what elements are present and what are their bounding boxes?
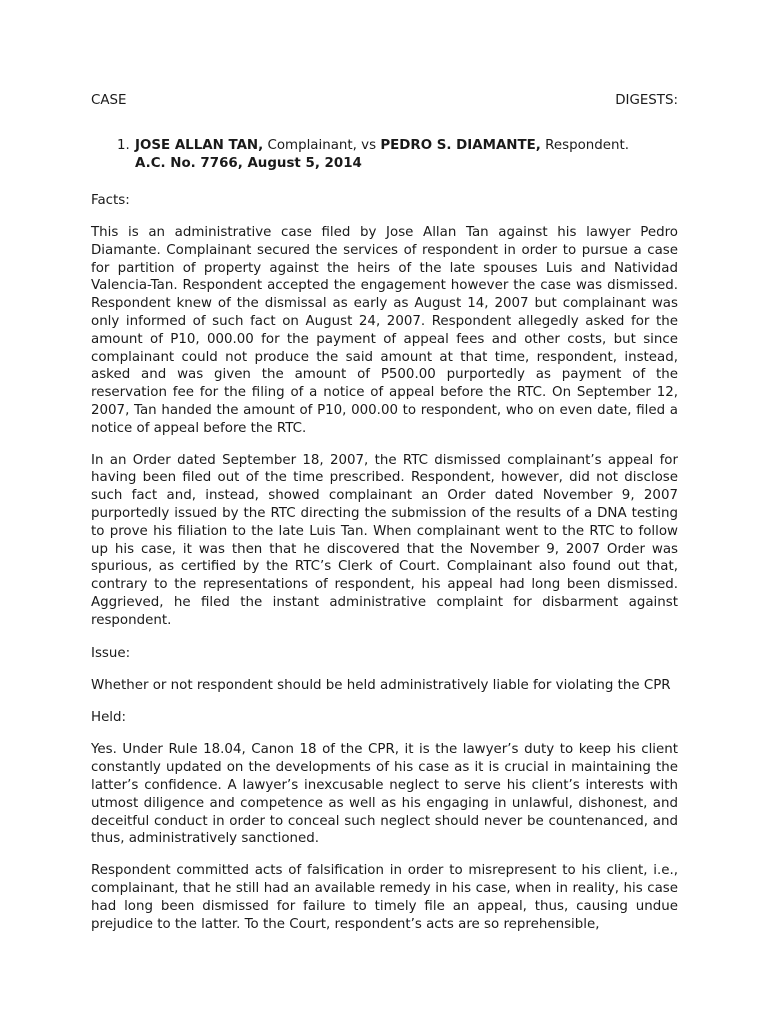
held-label: Held:: [91, 710, 127, 726]
case-citation: A.C. No. 7766, August 5, 2014: [135, 156, 362, 171]
complainant-role: Complainant, vs: [263, 138, 381, 153]
case-number: 1.: [117, 138, 130, 153]
respondent-role: Respondent.: [540, 138, 629, 153]
document-heading: [91, 91, 678, 110]
issue-text: Whether or not respondent should be held administratively liable for violating the CPR: [91, 677, 671, 693]
respondent-name: PEDRO S. DIAMANTE,: [380, 138, 541, 153]
case-entry: [91, 137, 678, 173]
issue-label: Issue:: [91, 645, 131, 661]
facts-paragraph-2: In an Order dated September 18, 2007, the RTC dismissed complainant’s appeal for having been filed out of the time prescribed. Respondent, however, did not disclose such fact and, instead, showed complainant an Order dated November 9, 2007 purportedly issued by the RTC directing the submission of the results of a DNA testing to prove his filiation to the late Luis Tan. When complainant went to the RTC to follow up his case, it was then that he discovered that the November 9, 2007 Order was spurious, as certified by the RTC’s Clerk of Court. Complainant also found out that, contrary to the representations of respondent, his appeal had long been dismissed. Aggrieved, he filed the instant administrative complaint for disbarment against respondent.: [91, 452, 678, 628]
complainant-name: JOSE ALLAN TAN,: [135, 138, 264, 153]
heading-digests: DIGESTS:: [615, 93, 678, 108]
case-caption: [135, 137, 629, 173]
held-paragraph-2: Respondent committed acts of falsification in order to misrepresent to his client, i.e., complainant, that he still had an available remedy in his case, when in reality, his case had long been dismissed for failure to timely file an appeal, thus, causing undue prejudice to the latter. To the Court, respondent’s acts are so reprehensible,: [91, 863, 678, 932]
held-paragraph-1: Yes. Under Rule 18.04, Canon 18 of the CPR, it is the lawyer’s duty to keep his client constantly updated on the developments of his case as it is crucial in maintaining the latter’s confidence. A lawyer’s inexcusable neglect to serve his client’s interests with utmost diligence and competence as well as his engaging in unlawful, dishonest, and deceitful conduct in order to conceal such neglect should never be countenanced, and thus, administratively sanctioned.: [91, 742, 678, 847]
facts-paragraph-1: This is an administrative case filed by Jose Allan Tan against his lawyer Pedro Diamante. Complainant secured the services of respondent in order to pursue a case for partition of property against the heirs of the late spouses Luis and Natividad Valencia-Tan. Respondent accepted the engagement however the case was dismissed. Respondent knew of the dismissal as early as August 14, 2007 but complainant was only informed of such fact on August 24, 2007. Respondent allegedly asked for the amount of P10, 000.00 for the payment of appeal fees and other costs, but since complainant could not produce the said amount at that time, respondent, instead, asked and was given the amount of P500.00 purportedly as payment of the reservation fee for the filing of a notice of appeal before the RTC. On September 12, 2007, Tan handed the amount of P10, 000.00 to respondent, who on even date, filed a notice of appeal before the RTC.: [91, 225, 678, 436]
document-page: [91, 91, 678, 947]
heading-case: CASE: [91, 93, 127, 108]
facts-label: Facts:: [91, 193, 130, 208]
